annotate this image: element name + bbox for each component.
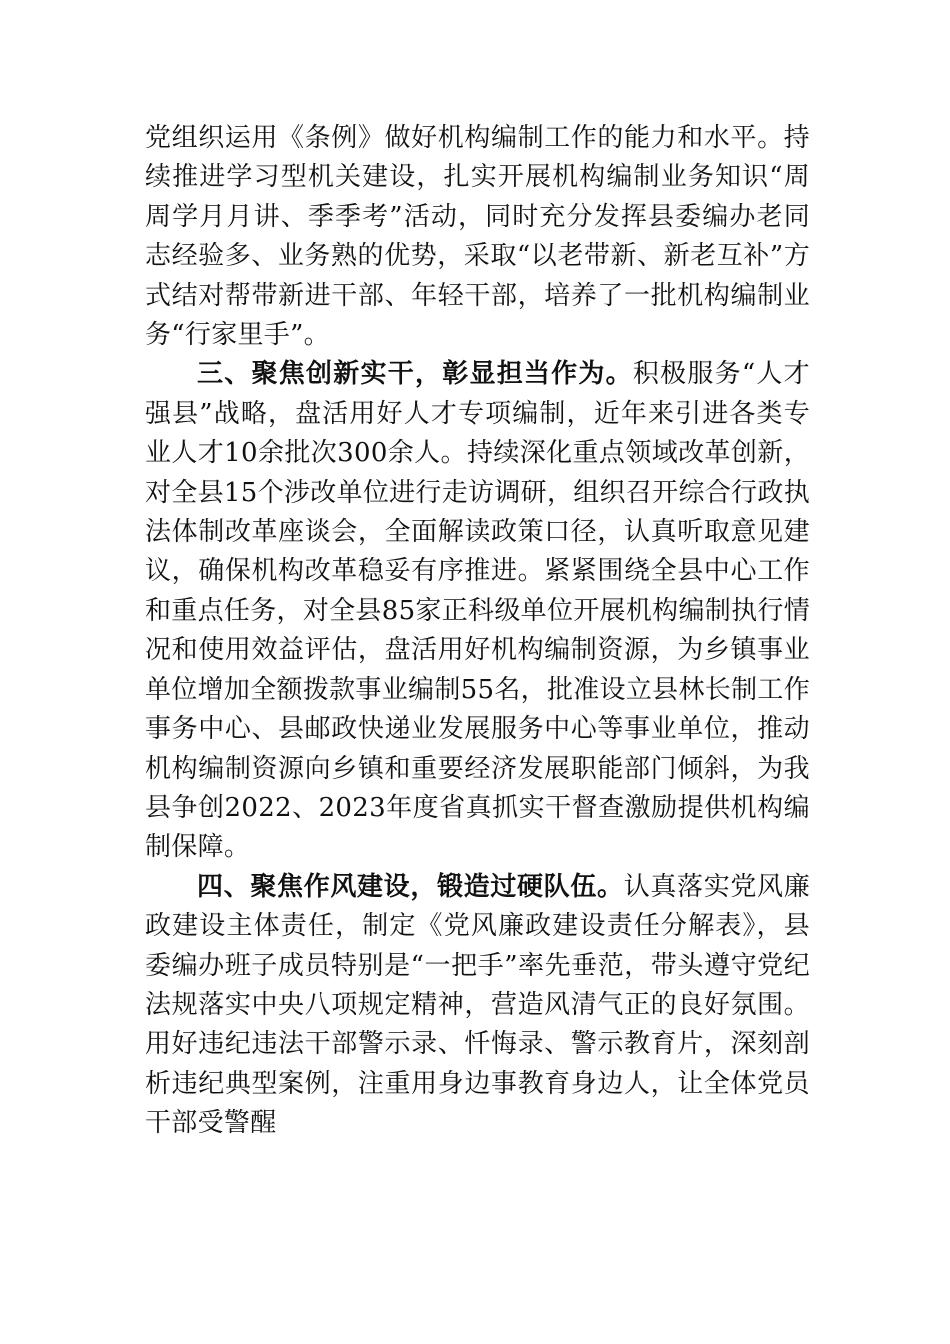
section-heading: 三、聚焦创新实干，彰显担当作为。 (197, 359, 633, 390)
document-page (145, 119, 810, 1144)
section-heading: 四、聚焦作风建设，锻造过硬队伍。 (197, 871, 624, 902)
paragraph-body: 党组织运用《条例》做好机构编制工作的能力和水平。持续推进学习型机关建设，扎实开展机构编制业务知识“周周学月月讲、季季考”活动，同时充分发挥县委编办老同志经验多、业务熟的优势，采取“以老带新、新老互补”方式结对帮带新进干部、年轻干部，培养了一批机构编制业务“行家里手”。 (145, 123, 810, 351)
paragraph-continuation (145, 119, 810, 355)
paragraph-body: 积极服务“人才强县”战略，盘活用好人才专项编制，近年来引进各类专业人才10余批次300余人。持续深化重点领域改革创新，对全县15个涉改单位进行走访调研，组织召开综合行政执法体制改革座谈会，全面解读政策口径，认真听取意见建议，确保机构改革稳妥有序推进。紧紧围绕全县中心工作和重点任务，对全县85家正科级单位开展机构编制执行情况和使用效益评估，盘活用好机构编制资源，为乡镇事业单位增加全额拨款事业编制55名，批准设立县林长制工作事务中心、县邮政快递业发展服务中心等事业单位，推动机构编制资源向乡镇和重要经济发展职能部门倾斜，为我县争创2022、2023年度省真抓实干督查激励提供机构编制保障。 (145, 359, 810, 863)
paragraph-body: 认真落实党风廉政建设主体责任，制定《党风廉政建设责任分解表》，县委编办班子成员特别是“一把手”率先垂范，带头遵守党纪法规落实中央八项规定精神，营造风清气正的良好氛围。用好违纪违法干部警示录、忏悔录、警示教育片，深刻剖析违纪典型案例，注重用身边事教育身边人，让全体党员干部受警醒 (145, 871, 810, 1139)
paragraph-section-three (145, 355, 810, 867)
paragraph-section-four (145, 868, 810, 1144)
